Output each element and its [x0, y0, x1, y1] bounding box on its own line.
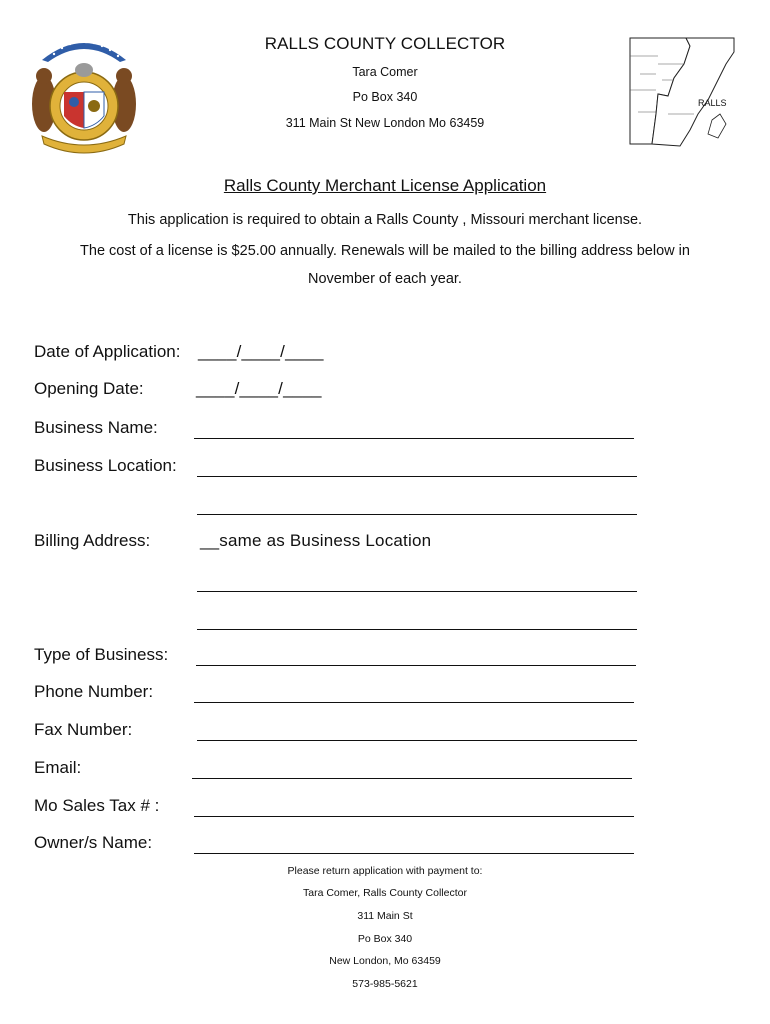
date-of-application-field[interactable]: ____/____/____ [198, 342, 324, 361]
business-location-line-1[interactable] [197, 476, 637, 477]
mo-sales-tax-label: Mo Sales Tax # : [34, 796, 160, 815]
return-city: New London, Mo 63459 [329, 955, 441, 967]
intro-line-1: This application is required to obtain a Ralls County , Missouri merchant license. [127, 212, 643, 228]
return-phone: 573-985-5621 [352, 978, 418, 990]
ralls-county-map-icon [628, 34, 736, 150]
fax-number-label: Fax Number: [34, 720, 133, 739]
intro-line-3: November of each year. [308, 271, 462, 287]
owners-name-label: Owner/s Name: [34, 833, 153, 852]
intro-line-2: The cost of a license is $25.00 annually. Renewals will be mailed to the billing address below in [80, 243, 690, 259]
missouri-state-seal-icon [28, 32, 140, 158]
map-label: RALLS [698, 98, 727, 108]
same-as-business-location-option[interactable]: __same as Business Location [200, 531, 432, 550]
collector-name: Tara Comer [352, 65, 418, 79]
opening-date-field[interactable]: ____/____/____ [196, 379, 322, 398]
return-street: 311 Main St [357, 910, 413, 922]
application-title: Ralls County Merchant License Application [223, 176, 547, 195]
return-name: Tara Comer, Ralls County Collector [303, 887, 467, 899]
phone-number-field[interactable] [194, 702, 634, 703]
billing-address-line-1[interactable] [197, 591, 637, 592]
collector-title: RALLS COUNTY COLLECTOR [264, 34, 506, 53]
billing-address-line-2[interactable] [197, 629, 637, 630]
type-of-business-field[interactable] [196, 665, 636, 666]
email-label: Email: [34, 758, 82, 777]
phone-number-label: Phone Number: [34, 682, 154, 701]
return-instructions: Please return application with payment to: [287, 865, 483, 877]
mo-sales-tax-field[interactable] [194, 816, 634, 817]
email-field[interactable] [192, 778, 632, 779]
fax-number-field[interactable] [197, 740, 637, 741]
business-location-line-2[interactable] [197, 514, 637, 515]
billing-address-label: Billing Address: [34, 531, 151, 550]
opening-date-label: Opening Date: [34, 379, 144, 398]
owners-name-field[interactable] [194, 853, 634, 854]
business-name-field[interactable] [194, 438, 634, 439]
business-name-label: Business Name: [34, 418, 158, 437]
collector-street-address: 311 Main St New London Mo 63459 [285, 116, 485, 130]
date-of-application-label: Date of Application: [34, 342, 181, 361]
business-location-label: Business Location: [34, 456, 177, 475]
return-po-box: Po Box 340 [357, 933, 413, 945]
collector-po-box: Po Box 340 [352, 90, 418, 104]
type-of-business-label: Type of Business: [34, 645, 169, 664]
